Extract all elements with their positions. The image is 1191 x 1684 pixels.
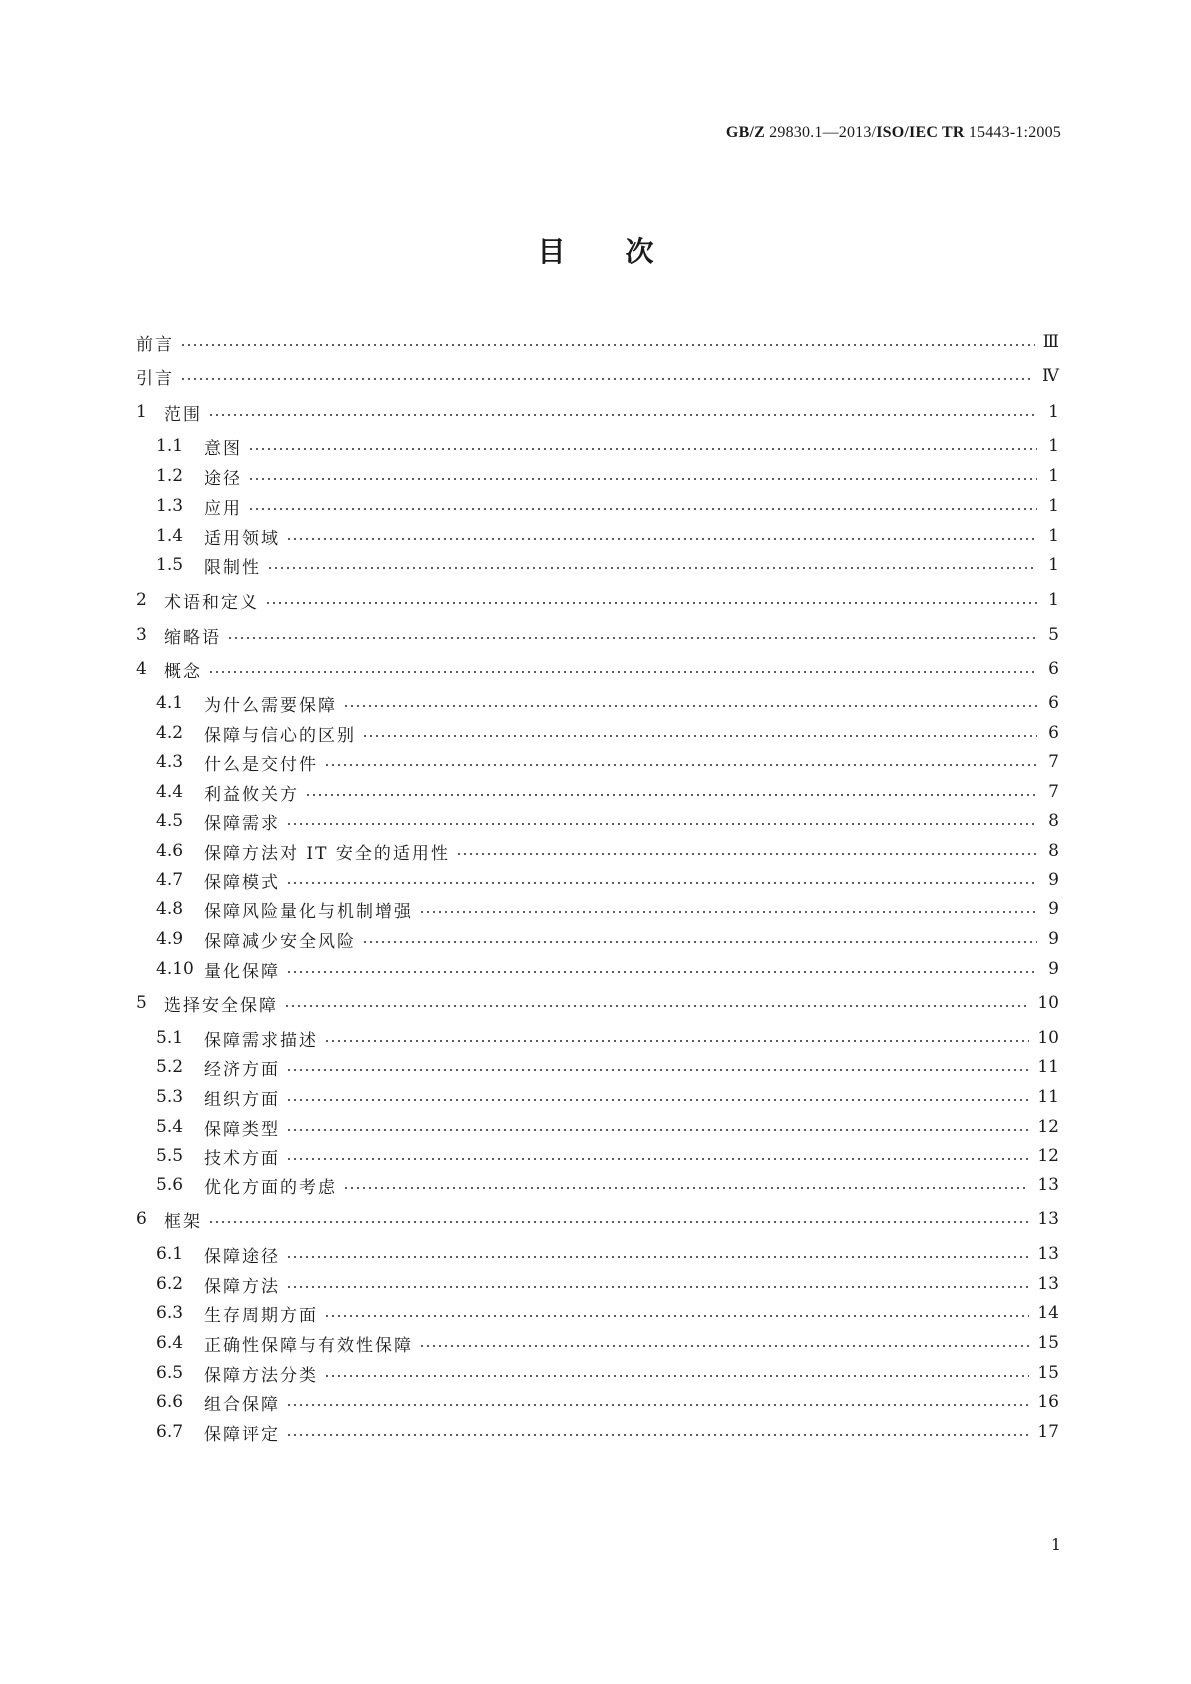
toc-entry-number: 6 — [136, 1209, 147, 1229]
toc-entry[interactable] — [136, 588, 1059, 612]
toc-entry-title: 应用 — [204, 498, 242, 519]
toc-entry-number: 6.2 — [156, 1274, 184, 1294]
toc-entry-title: 什么是交付件 — [204, 754, 318, 775]
toc-entry-number: 6.5 — [156, 1363, 184, 1383]
toc-entry[interactable] — [156, 1173, 1059, 1197]
toc-leader-dots — [286, 1158, 1029, 1160]
toc-entry-number: 4.1 — [156, 693, 184, 713]
toc-entry-page: 9 — [1048, 959, 1059, 979]
toc-leader-dots — [305, 794, 1037, 796]
toc-entry[interactable] — [156, 524, 1059, 548]
toc-entry[interactable] — [156, 1390, 1059, 1414]
toc-entry-title: 优化方面的考虑 — [204, 1177, 337, 1198]
toc-leader-dots — [286, 882, 1037, 884]
toc-entry-title: 保障模式 — [204, 872, 280, 893]
toc-entry[interactable] — [156, 721, 1059, 745]
toc-entry-number: 5.2 — [156, 1057, 184, 1077]
toc-entry-number: 4.4 — [156, 782, 184, 802]
toc-entry-page: 8 — [1048, 811, 1059, 831]
toc-leader-dots — [286, 1286, 1029, 1288]
toc-entry[interactable] — [156, 1272, 1059, 1296]
toc-entry[interactable] — [156, 1242, 1059, 1266]
toc-leader-dots — [286, 1129, 1029, 1131]
toc-entry-page: 13 — [1037, 1274, 1059, 1294]
toc-entry-page: 11 — [1037, 1057, 1059, 1077]
toc-entry-page: 10 — [1037, 1028, 1059, 1048]
toc-entry[interactable] — [136, 364, 1059, 388]
toc-entry-title: 保障类型 — [204, 1119, 280, 1140]
toc-entry-page: 11 — [1037, 1087, 1059, 1107]
toc-leader-dots — [248, 448, 1037, 450]
toc-entry-page: 1 — [1048, 496, 1059, 516]
standard-code-prefix: GB/Z — [725, 124, 765, 141]
toc-leader-dots — [286, 538, 1037, 540]
toc-entry-title: 适用领域 — [204, 528, 280, 549]
toc-entry[interactable] — [156, 1301, 1059, 1325]
toc-leader-dots — [286, 823, 1037, 825]
toc-entry-title: 生存周期方面 — [204, 1305, 318, 1326]
toc-entry-title: 利益攸关方 — [204, 784, 299, 805]
toc-entry-page: 1 — [1048, 466, 1059, 486]
toc-leader-dots — [324, 764, 1037, 766]
toc-entry-title: 保障需求描述 — [204, 1030, 318, 1051]
toc-entry-page: 1 — [1048, 590, 1059, 610]
toc-entry-title: 保障与信心的区别 — [204, 725, 356, 746]
toc-entry-title: 保障需求 — [204, 813, 280, 834]
toc-entry-page: 9 — [1048, 929, 1059, 949]
toc-entry[interactable] — [156, 927, 1059, 951]
toc-entry-title: 缩略语 — [164, 627, 221, 648]
toc-entry[interactable] — [156, 1361, 1059, 1385]
toc-entry-number: 6.3 — [156, 1303, 184, 1323]
toc-entry[interactable] — [156, 1055, 1059, 1079]
toc-entry-number: 1.4 — [156, 526, 184, 546]
toc-entry[interactable] — [156, 1026, 1059, 1050]
toc-leader-dots — [208, 414, 1037, 416]
toc-entry-number: 4.9 — [156, 929, 184, 949]
toc-entry-title: 技术方面 — [204, 1148, 280, 1169]
toc-entry-number: 1 — [136, 402, 147, 422]
toc-entry-page: 8 — [1048, 841, 1059, 861]
toc-entry-page: 9 — [1048, 899, 1059, 919]
toc-entry-page: 15 — [1037, 1363, 1059, 1383]
toc-entry-number: 2 — [136, 590, 147, 610]
toc-entry-number: 4 — [136, 659, 147, 679]
toc-entry-title: 组织方面 — [204, 1089, 280, 1110]
toc-entry[interactable] — [136, 623, 1059, 647]
toc-entry[interactable] — [136, 330, 1059, 354]
toc-entry-number: 5.5 — [156, 1146, 184, 1166]
toc-entry[interactable] — [156, 897, 1059, 921]
toc-entry-page: 15 — [1037, 1333, 1059, 1353]
toc-entry[interactable] — [156, 809, 1059, 833]
toc-entry-page: 6 — [1048, 723, 1059, 743]
toc-entry-number: 4.6 — [156, 841, 184, 861]
standard-code-iso: ISO/IEC TR — [876, 124, 965, 141]
toc-entry-title: 保障评定 — [204, 1424, 280, 1445]
toc-entry-page: 1 — [1048, 436, 1059, 456]
toc-entry[interactable] — [156, 434, 1059, 458]
toc-entry[interactable] — [156, 1085, 1059, 1109]
toc-entry-number: 6.6 — [156, 1392, 184, 1412]
toc-leader-dots — [362, 735, 1037, 737]
toc-entry-title: 途径 — [204, 468, 242, 489]
page-number: 1 — [1050, 1535, 1061, 1554]
toc-entry-page: Ⅲ — [1042, 332, 1059, 352]
toc-entry-title: 保障方法分类 — [204, 1365, 318, 1386]
toc-entry[interactable] — [136, 657, 1059, 681]
toc-entry-number: 5 — [136, 993, 147, 1013]
toc-entry-number: 3 — [136, 625, 147, 645]
toc-entry-title: 选择安全保障 — [164, 995, 278, 1016]
toc-leader-dots — [456, 853, 1037, 855]
toc-leader-dots — [286, 1404, 1029, 1406]
toc-entry-page: 1 — [1048, 555, 1059, 575]
toc-leader-dots — [265, 602, 1037, 604]
toc-entry-page: 12 — [1037, 1117, 1059, 1137]
toc-entry[interactable] — [156, 1144, 1059, 1168]
toc-entry-page: 7 — [1048, 752, 1059, 772]
toc-entry-page: 13 — [1037, 1244, 1059, 1264]
toc-entry[interactable] — [156, 691, 1059, 715]
toc-entry-page: 6 — [1048, 693, 1059, 713]
toc-entry-page: Ⅳ — [1042, 366, 1059, 386]
toc-entry-page: 12 — [1037, 1146, 1059, 1166]
toc-entry-page: 1 — [1048, 526, 1059, 546]
toc-entry[interactable] — [156, 553, 1059, 577]
toc-entry-number: 6.1 — [156, 1244, 184, 1264]
toc-entry[interactable] — [156, 1115, 1059, 1139]
toc-leader-dots — [284, 1005, 1029, 1007]
toc-entry[interactable] — [156, 868, 1059, 892]
toc-entry[interactable] — [156, 839, 1059, 863]
toc-entry-title: 为什么需要保障 — [204, 695, 337, 716]
toc-entry-number: 1.3 — [156, 496, 184, 516]
toc-entry-title: 保障风险量化与机制增强 — [204, 901, 413, 922]
toc-entry-page: 17 — [1037, 1422, 1059, 1442]
toc-leader-dots — [227, 637, 1037, 639]
toc-entry-title: 框架 — [164, 1211, 202, 1232]
toc-entry-number: 5.1 — [156, 1028, 184, 1048]
toc-leader-dots — [419, 911, 1037, 913]
toc-entry-title: 经济方面 — [204, 1059, 280, 1080]
toc-entry-page: 16 — [1037, 1392, 1059, 1412]
toc-leader-dots — [419, 1345, 1029, 1347]
toc-leader-dots — [324, 1315, 1029, 1317]
toc-entry-number: 1.1 — [156, 436, 184, 456]
standard-code-number: 29830.1—2013/ — [764, 124, 877, 141]
toc-leader-dots — [208, 671, 1037, 673]
toc-entry-page: 6 — [1048, 659, 1059, 679]
toc-leader-dots — [286, 1099, 1029, 1101]
toc-entry-title: 组合保障 — [204, 1394, 280, 1415]
toc-entry[interactable] — [156, 494, 1059, 518]
toc-entry-page: 10 — [1037, 993, 1059, 1013]
toc-leader-dots — [180, 344, 1035, 346]
toc-leader-dots — [208, 1221, 1029, 1223]
toc-entry-number: 4.8 — [156, 899, 184, 919]
toc-entry-number: 4.3 — [156, 752, 184, 772]
toc-leader-dots — [286, 1434, 1029, 1436]
toc-leader-dots — [324, 1375, 1029, 1377]
toc-entry[interactable] — [156, 464, 1059, 488]
toc-leader-dots — [248, 478, 1037, 480]
toc-entry-number: 4.2 — [156, 723, 184, 743]
toc-entry-title: 范围 — [164, 404, 202, 425]
toc-leader-dots — [286, 1256, 1029, 1258]
toc-leader-dots — [343, 705, 1037, 707]
toc-entry-title: 概念 — [164, 661, 202, 682]
toc-leader-dots — [286, 971, 1037, 973]
toc-entry-number: 5.4 — [156, 1117, 184, 1137]
toc-entry-page: 1 — [1048, 402, 1059, 422]
toc-entry-page: 9 — [1048, 870, 1059, 890]
toc-entry-title: 术语和定义 — [164, 592, 259, 613]
toc-leader-dots — [267, 567, 1037, 569]
standard-code — [726, 124, 1061, 142]
toc-entry-page: 5 — [1048, 625, 1059, 645]
toc-entry-number: 1.2 — [156, 466, 184, 486]
toc-entry-title: 正确性保障与有效性保障 — [204, 1335, 413, 1356]
toc-entry-number: 6.4 — [156, 1333, 184, 1353]
toc-entry[interactable] — [156, 957, 1059, 981]
toc-entry-page: 13 — [1037, 1175, 1059, 1195]
toc-entry-title: 保障方法 — [204, 1276, 280, 1297]
toc-entry-title: 限制性 — [204, 557, 261, 578]
toc-entry-number: 1.5 — [156, 555, 184, 575]
toc-entry-title: 引言 — [136, 368, 174, 389]
toc-entry-number: 6.7 — [156, 1422, 184, 1442]
toc-entry[interactable] — [136, 400, 1059, 424]
toc-leader-dots — [324, 1040, 1029, 1042]
toc-entry-number: 4.7 — [156, 870, 184, 890]
toc-entry-title: 意图 — [204, 438, 242, 459]
toc-entry-page: 7 — [1048, 782, 1059, 802]
toc-entry[interactable] — [156, 1331, 1059, 1355]
toc-leader-dots — [343, 1187, 1029, 1189]
toc-entry-number: 4.10 — [156, 959, 194, 979]
page-title: 目次 — [537, 235, 714, 268]
toc-entry-number: 5.6 — [156, 1175, 184, 1195]
toc-entry[interactable] — [156, 1420, 1059, 1444]
toc-entry-title: 保障减少安全风险 — [204, 931, 356, 952]
toc-entry[interactable] — [156, 750, 1059, 774]
toc-leader-dots — [248, 508, 1037, 510]
toc-entry-page: 13 — [1037, 1209, 1059, 1229]
toc-entry-title: 前言 — [136, 334, 174, 355]
toc-entry[interactable] — [136, 1207, 1059, 1231]
toc-leader-dots — [180, 378, 1034, 380]
toc-entry-number: 5.3 — [156, 1087, 184, 1107]
toc-entry[interactable] — [136, 991, 1059, 1015]
toc-entry-title: 量化保障 — [204, 961, 280, 982]
toc-entry-title: 保障方法对 IT 安全的适用性 — [204, 843, 450, 864]
standard-code-iso-number: 15443-1:2005 — [964, 124, 1061, 141]
toc-entry-page: 14 — [1037, 1303, 1059, 1323]
toc-entry-number: 4.5 — [156, 811, 184, 831]
toc-entry-title: 保障途径 — [204, 1246, 280, 1267]
toc-leader-dots — [362, 941, 1037, 943]
toc-leader-dots — [286, 1069, 1029, 1071]
toc-entry[interactable] — [156, 780, 1059, 804]
